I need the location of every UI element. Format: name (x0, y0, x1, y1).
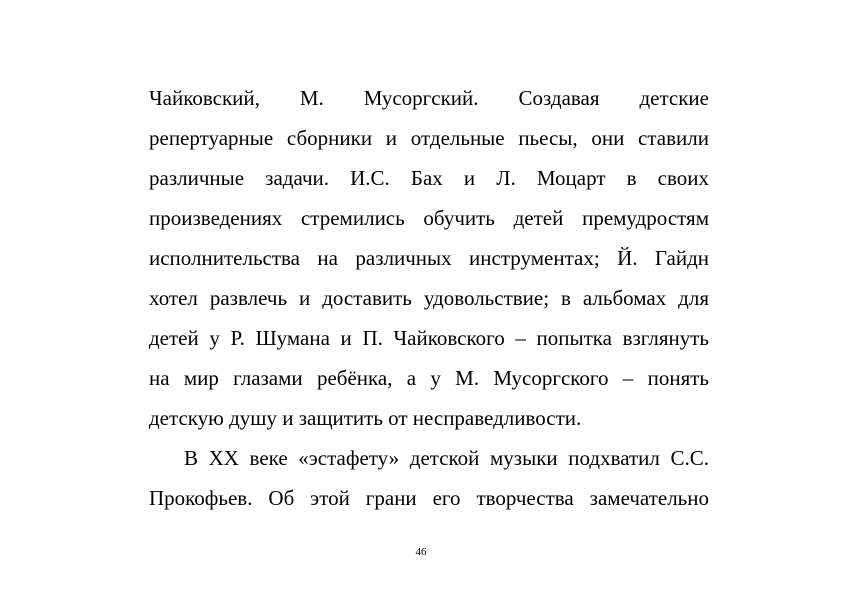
text-line: хотел развлечь и доставить удовольствие; в альбомах для (149, 286, 709, 310)
text-line: детей у Р. Шумана и П. Чайковского – попытка взглянуть (149, 326, 709, 350)
page-number: 46 (415, 546, 427, 558)
paragraph-1 (149, 78, 709, 438)
text-line: репертуарные сборники и отдельные пьесы, они ставили (149, 126, 709, 150)
text-line: различные задачи. И.С. Бах и Л. Моцарт в своих (149, 166, 709, 190)
body-text (149, 78, 709, 518)
text-line: Прокофьев. Об этой грани его творчества замечательно (149, 486, 709, 510)
text-line: произведениях стремились обучить детей премудростям (149, 206, 709, 230)
text-line: Чайковский, М. Мусоргский. Создавая детские (149, 86, 709, 110)
text-line: детскую душу и защитить от несправедливости. (149, 406, 582, 430)
text-line: на мир глазами ребёнка, а у М. Мусоргского – понять (149, 366, 709, 390)
text-line: В XX веке «эстафету» детской музыки подхватил С.С. (184, 446, 709, 470)
text-line: исполнительства на различных инструментах; Й. Гайдн (149, 246, 709, 270)
paragraph-2 (149, 438, 709, 518)
